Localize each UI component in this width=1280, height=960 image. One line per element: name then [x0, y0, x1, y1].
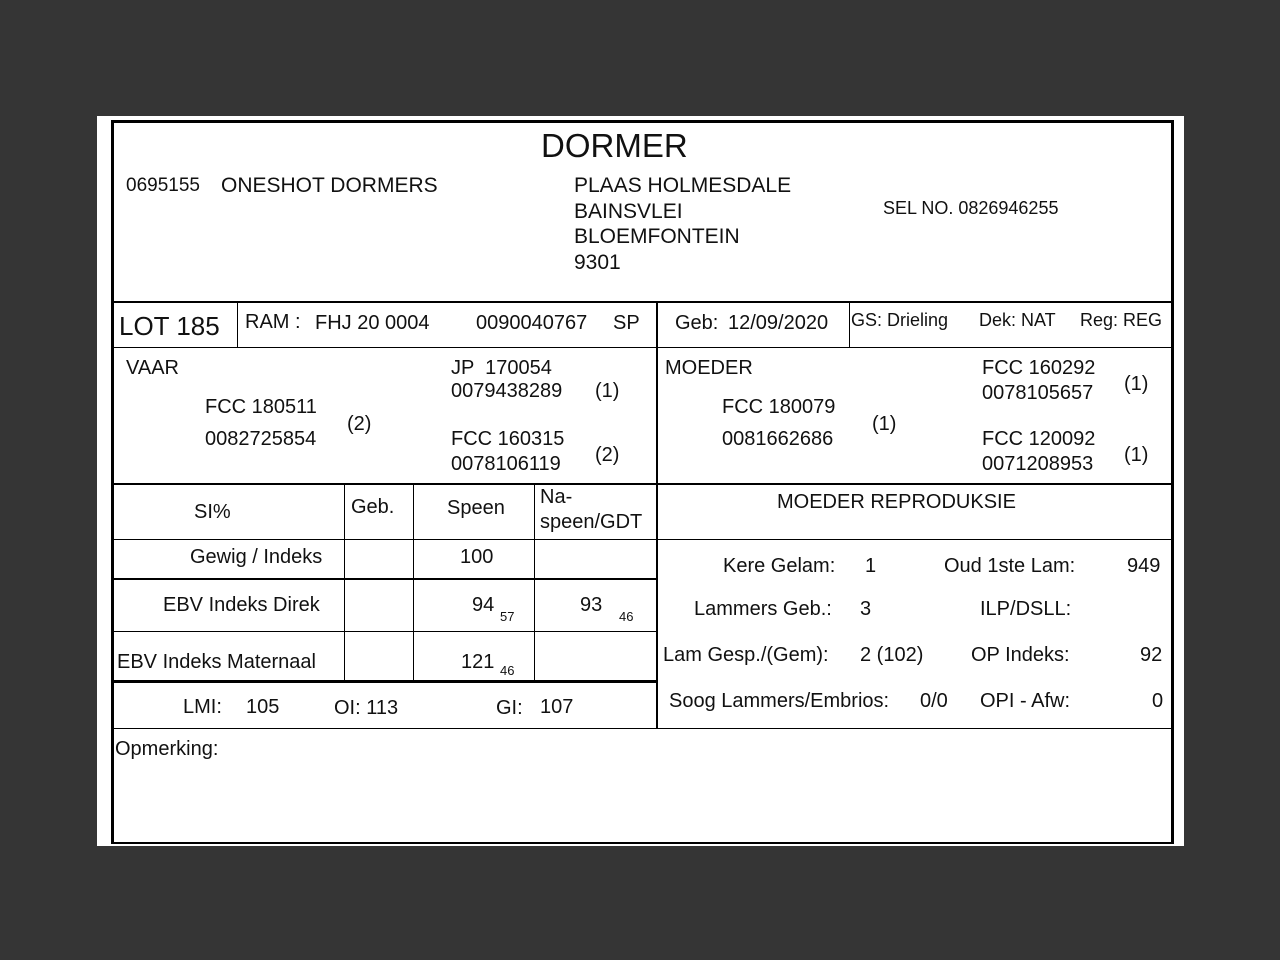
- divider: [344, 485, 345, 682]
- opi-afw-value: 0: [1152, 690, 1164, 712]
- sire-dam-id: FCC 160315: [451, 428, 565, 450]
- divider: [111, 483, 1174, 485]
- dam-sire-id: FCC 160292: [982, 357, 1096, 379]
- owner-name: ONESHOT DORMERS: [221, 174, 438, 197]
- birth-status: GS: Drieling: [851, 310, 949, 330]
- lam-gesp-value: 2 (102): [860, 644, 924, 666]
- soog-lammers-value: 0/0: [920, 690, 948, 712]
- address-line: BLOEMFONTEIN: [574, 225, 740, 248]
- address-line: PLAAS HOLMESDALE: [574, 174, 792, 197]
- lmi-value: 105: [246, 696, 280, 718]
- row-label: Gewig / Indeks: [190, 546, 323, 568]
- oud-1ste-lam-value: 949: [1127, 555, 1161, 577]
- address-line: BAINSVLEI: [574, 200, 683, 223]
- divider: [111, 631, 656, 632]
- speen-accuracy: 46: [500, 663, 515, 678]
- oud-1ste-lam-label: Oud 1ste Lam:: [944, 555, 1076, 577]
- divider: [111, 680, 658, 683]
- registration-number: 0090040767: [476, 312, 588, 334]
- reproduction-heading: MOEDER REPRODUKSIE: [777, 491, 1016, 513]
- kere-gelam-label: Kere Gelam:: [723, 555, 836, 577]
- divider: [111, 301, 1174, 303]
- sire-sire-mark: (1): [595, 380, 620, 402]
- opi-afw-label: OPI - Afw:: [980, 690, 1071, 712]
- soog-lammers-label: Soog Lammers/Embrios:: [669, 690, 890, 712]
- cell-number: SEL NO. 0826946255: [883, 198, 1059, 218]
- speen-accuracy: 57: [500, 609, 515, 624]
- registration-status: Reg: REG: [1080, 310, 1163, 330]
- col-header-si: SI%: [194, 501, 231, 523]
- lam-gesp-label: Lam Gesp./(Gem):: [663, 644, 829, 666]
- divider: [656, 301, 658, 729]
- sire-id: FCC 180511: [205, 396, 317, 418]
- dam-mark: (1): [872, 413, 897, 435]
- sire-mark: (2): [347, 413, 372, 435]
- divider: [111, 539, 656, 540]
- sire-dam-mark: (2): [595, 444, 620, 466]
- gi-label: GI:: [496, 697, 523, 719]
- dam-dam-mark: (1): [1124, 444, 1149, 466]
- card-border-right: [1171, 120, 1174, 844]
- col-header-naspeen: Na-: [540, 486, 573, 508]
- sire-heading: VAAR: [126, 357, 179, 379]
- dam-number: 0081662686: [722, 428, 834, 450]
- ilp-dsll-label: ILP/DSLL:: [980, 598, 1072, 620]
- dam-dam-number: 0071208953: [982, 453, 1094, 475]
- divider: [413, 485, 414, 682]
- col-header-naspeen: speen/GDT: [540, 511, 643, 533]
- birth-date: 12/09/2020: [728, 312, 829, 334]
- op-indeks-label: OP Indeks:: [971, 644, 1070, 666]
- lot-number: LOT 185: [119, 311, 220, 341]
- naspeen-value: 93: [580, 594, 603, 616]
- dam-id: FCC 180079: [722, 396, 836, 418]
- sire-number: 0082725854: [205, 428, 317, 450]
- col-header-geb: Geb.: [351, 496, 395, 518]
- gi-value: 107: [540, 696, 574, 718]
- card-border-left: [111, 120, 114, 844]
- row-label: EBV Indeks Maternaal: [117, 651, 316, 673]
- lammers-geb-value: 3: [860, 598, 872, 620]
- dam-heading: MOEDER: [665, 357, 753, 379]
- owner-code: 0695155: [126, 175, 200, 196]
- op-indeks-value: 92: [1140, 644, 1163, 666]
- remarks-label: Opmerking:: [115, 738, 219, 760]
- divider: [111, 728, 1174, 729]
- divider: [237, 301, 238, 348]
- birth-date-label: Geb:: [675, 312, 719, 334]
- kere-gelam-value: 1: [865, 555, 877, 577]
- ram-label: RAM :: [245, 311, 301, 333]
- row-label: EBV Indeks Direk: [163, 594, 320, 616]
- dam-sire-number: 0078105657: [982, 382, 1094, 404]
- address-line: 9301: [574, 251, 621, 274]
- col-header-speen: Speen: [447, 497, 505, 519]
- oi-value: OI: 113: [334, 697, 399, 719]
- speen-value: 121: [461, 651, 495, 673]
- divider: [534, 485, 535, 682]
- divider: [658, 539, 1174, 540]
- speen-value: 100: [460, 546, 494, 568]
- divider: [849, 301, 850, 348]
- grade: SP: [613, 312, 640, 334]
- breed-title: DORMER: [541, 127, 688, 164]
- mating-type: Dek: NAT: [979, 310, 1056, 330]
- dam-dam-id: FCC 120092: [982, 428, 1096, 450]
- dam-sire-mark: (1): [1124, 373, 1149, 395]
- sire-sire-id: JP 170054: [451, 357, 552, 379]
- speen-value: 94: [472, 594, 495, 616]
- divider: [111, 578, 656, 580]
- lmi-label: LMI:: [183, 696, 222, 718]
- naspeen-accuracy: 46: [619, 609, 634, 624]
- ram-id: FHJ 20 0004: [315, 312, 430, 334]
- lammers-geb-label: Lammers Geb.:: [694, 598, 832, 620]
- divider: [111, 347, 1174, 348]
- sire-sire-number: 0079438289: [451, 380, 563, 402]
- sire-dam-number: 0078106119: [451, 453, 561, 475]
- clipped-red-text: [160, 842, 1140, 848]
- card-border-top: [111, 120, 1174, 123]
